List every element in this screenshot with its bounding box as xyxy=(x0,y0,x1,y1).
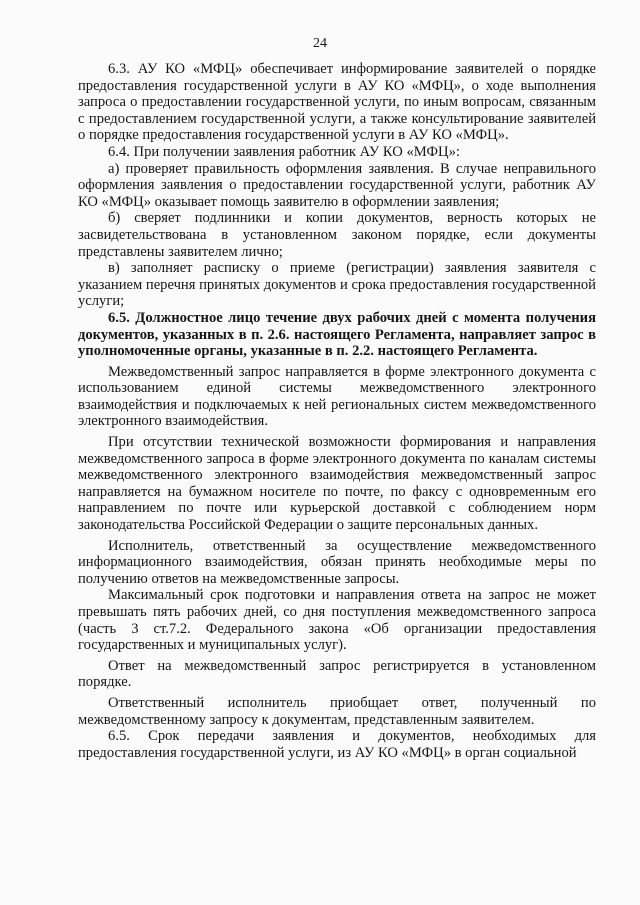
list-item-b: б) сверяет подлинники и копии документов, верность которых не засвидетельствована в установленном законом порядке, если документы представлены заявителем лично; xyxy=(78,210,596,260)
paragraph-response-registration: Ответ на межведомственный запрос регистрируется в установленном порядке. xyxy=(78,657,596,691)
paragraph-6-5-transfer: 6.5. Срок передачи заявления и документов, необходимых для предоставления государственной услуги, из АУ КО «МФЦ» в орган социальной xyxy=(78,728,596,761)
paragraph-6-3: 6.3. АУ КО «МФЦ» обеспечивает информирование заявителей о порядке предоставления государственной услуги в АУ КО «МФЦ», о ходе выполнения запроса о предоставлении государственной услуги, по иным вопросам, связанным с предоставлением государственной услуги, а также консультирование заявителей о порядке предоставления государственной услуги в АУ КО «МФЦ». xyxy=(78,61,596,144)
paragraph-executor-responsibility: Исполнитель, ответственный за осуществление межведомственного информационного взаимодействия, обязан принять необходимые меры по получению ответов на межведомственные запросы. xyxy=(78,537,596,587)
page-number: 24 xyxy=(313,36,327,51)
paragraph-6-5-bold: 6.5. Должностное лицо течение двух рабочих дней с момента получения документов, указанных в п. 2.6. настоящего Регламента, направляет запрос в уполномоченные органы, указанные в п. 2.2. настоящего Регламента. xyxy=(78,309,596,360)
paragraph-interagency-request: Межведомственный запрос направляется в форме электронного документа с использованием единой системы межведомственного электронного взаимодействия и подключаемых к ней региональных систем межведомственного электронного взаимодействия. xyxy=(78,363,596,430)
list-item-a: а) проверяет правильность оформления заявления. В случае неправильного оформления заявления о предоставлении государственной услуги, работник АУ КО «МФЦ» оказывает помощь заявителю в оформлении заявления; xyxy=(78,160,596,210)
paragraph-attach-response: Ответственный исполнитель приобщает ответ, полученный по межведомственному запросу к документам, представленным заявителем. xyxy=(78,694,596,728)
paragraph-6-4: 6.4. При получении заявления работник АУ КО «МФЦ»: xyxy=(108,143,460,160)
list-item-v: в) заполняет расписку о приеме (регистрации) заявления заявителя с указанием перечня принятых документов и срока предоставления государственной услуги; xyxy=(78,260,596,310)
paragraph-no-technical-capability: При отсутствии технической возможности формирования и направления межведомственного запроса в форме электронного документа по каналам системы межведомственного электронного взаимодействия межведомственный запрос направляется на бумажном носителе по почте, по факсу с одновременным его направлением по почте или курьерской доставкой с соблюдением норм законодательства Российской Федерации о защите персональных данных. xyxy=(78,434,596,534)
document-body xyxy=(78,61,596,761)
paragraph-max-response-time: Максимальный срок подготовки и направления ответа на запрос не может превышать пять рабочих дней, со дня поступления межведомственного запроса (часть 3 ст.7.2. Федерального закона «Об организации предоставления государственных и муниципальных услуг). xyxy=(78,587,596,654)
